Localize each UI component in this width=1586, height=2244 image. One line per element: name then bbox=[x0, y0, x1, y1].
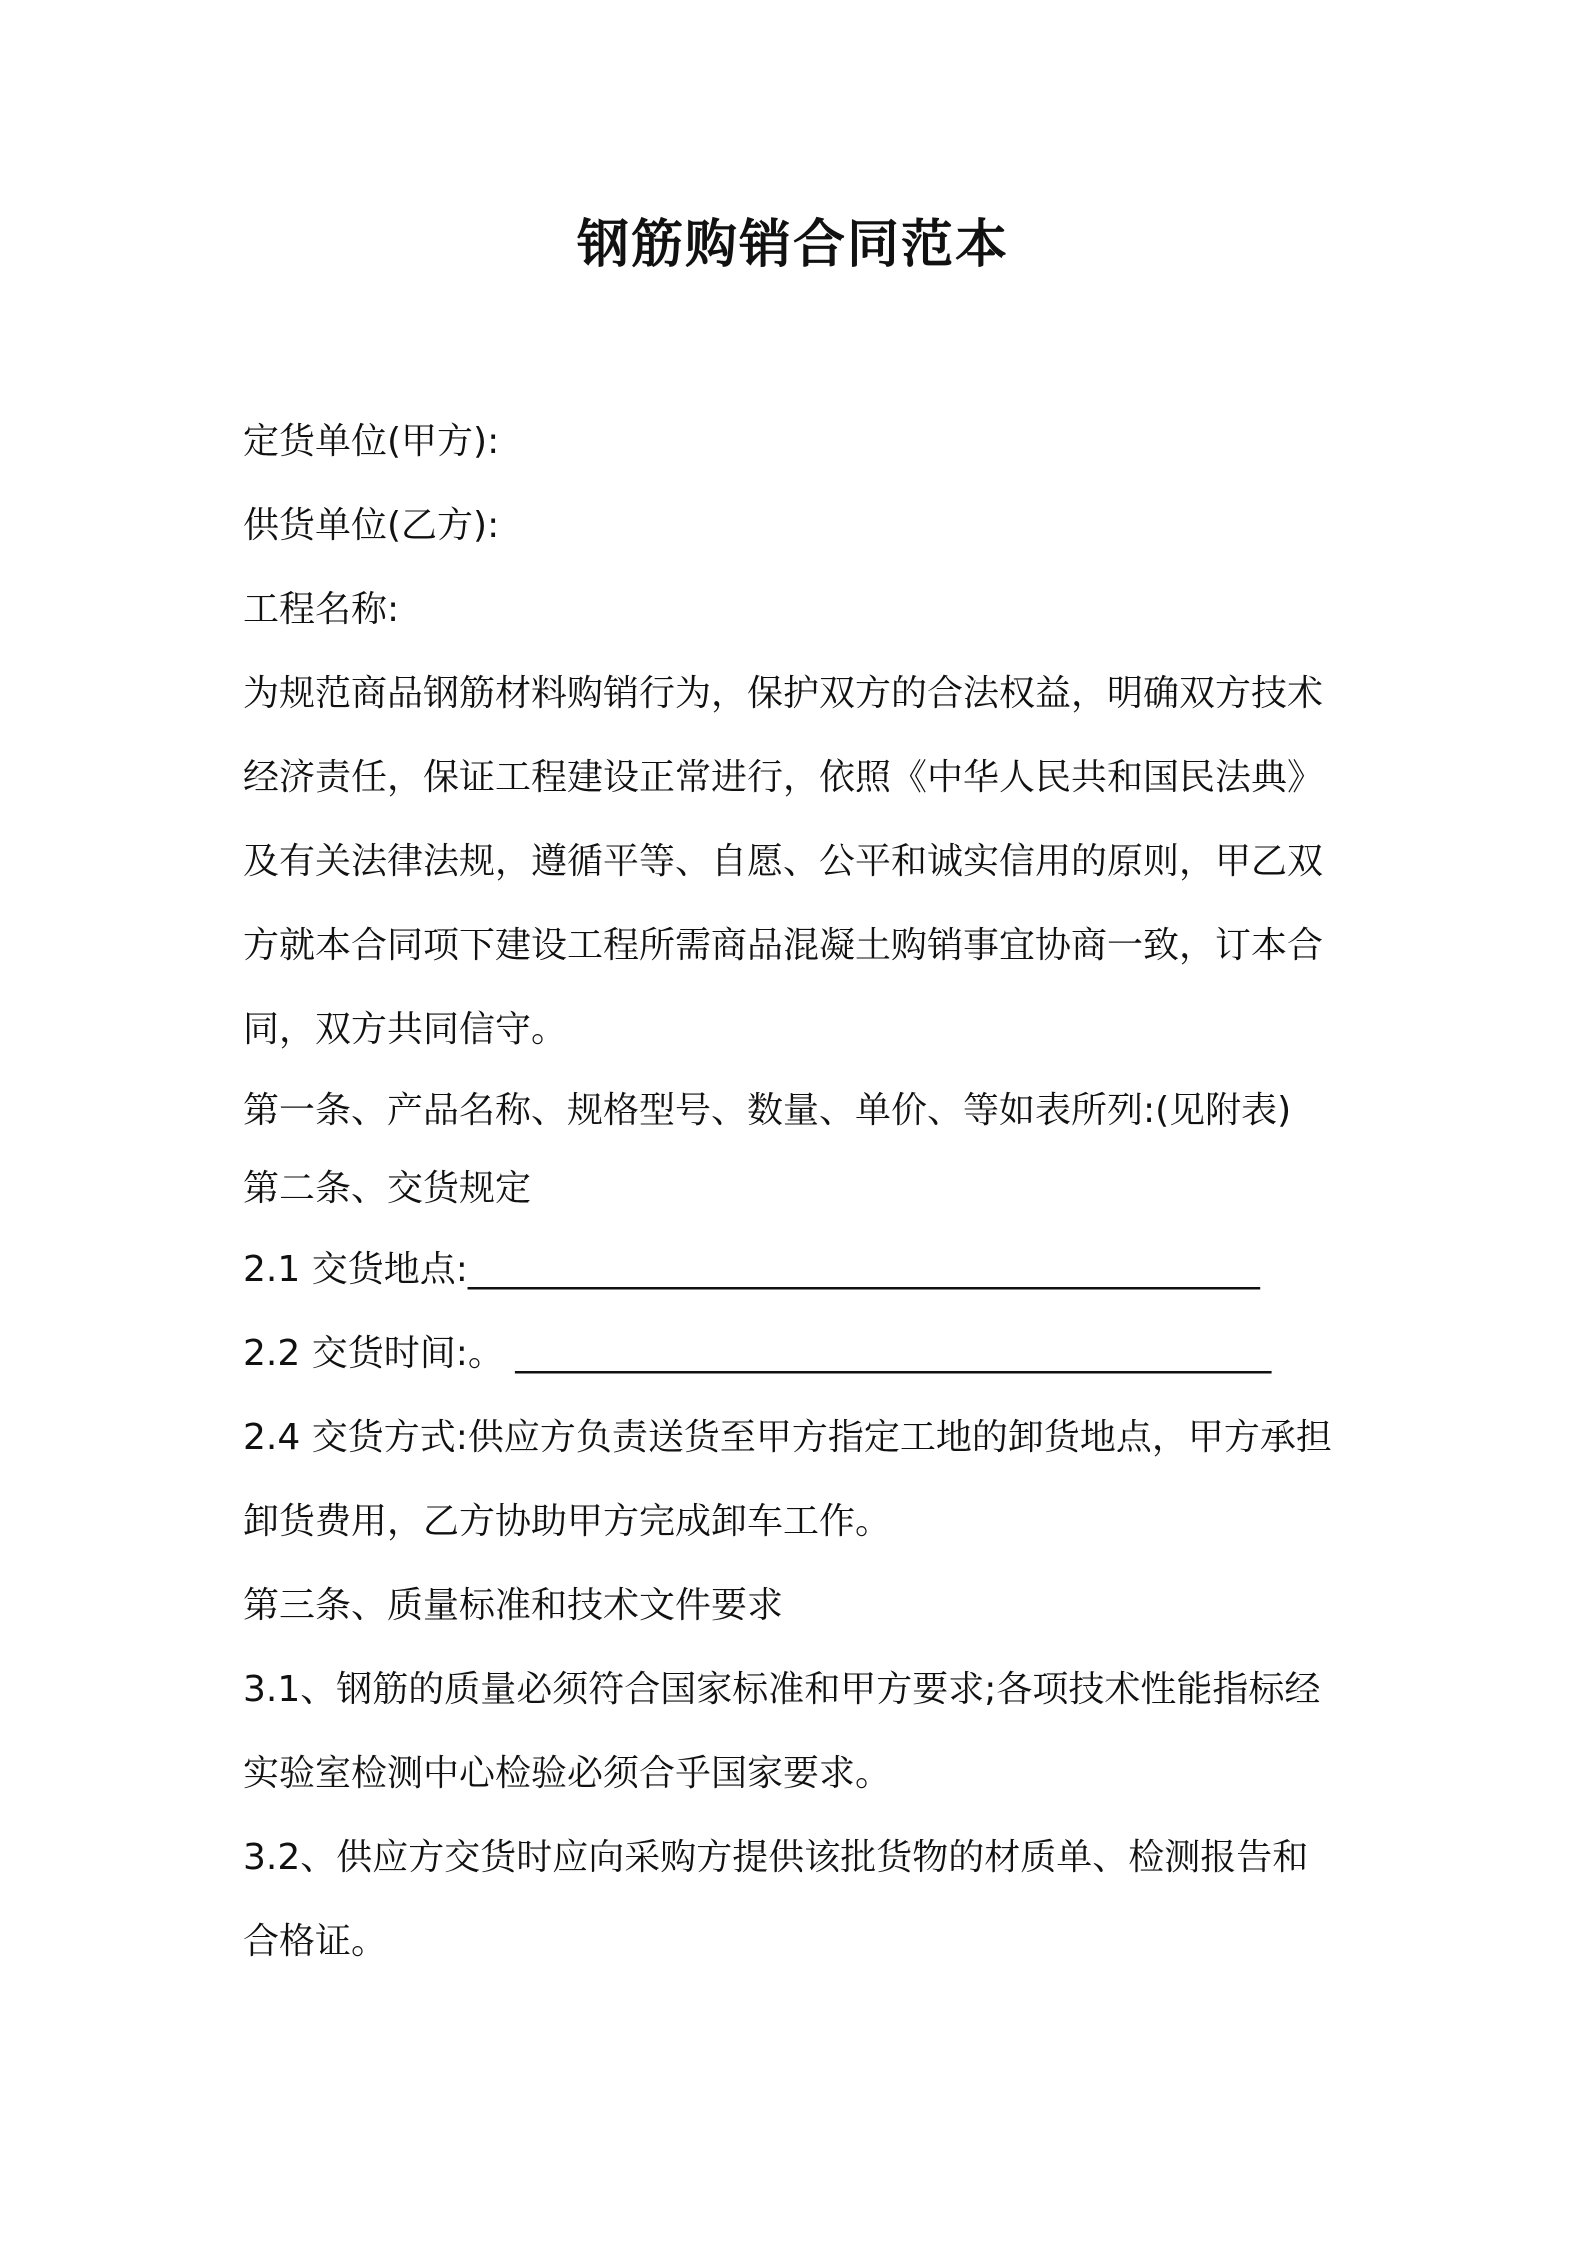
article-2-heading: 第二条、交货规定 bbox=[243, 1168, 532, 1209]
article-1-heading: 第一条、产品名称、规格型号、数量、单价、等如表所列:(见附表) bbox=[243, 1090, 1292, 1131]
clause-3-2-line-2: 合格证。 bbox=[243, 1921, 388, 1962]
article-3-heading: 第三条、质量标准和技术文件要求 bbox=[243, 1585, 784, 1626]
clause-2-4-line-2: 卸货费用，乙方协助甲方完成卸车工作。 bbox=[243, 1501, 892, 1542]
document-body bbox=[243, 400, 1353, 1984]
clause-2-4-line-1: 2.4 交货方式:供应方负责送货至甲方指定工地的卸货地点，甲方承担 bbox=[243, 1417, 1332, 1458]
preamble-line-2: 经济责任，保证工程建设正常进行，依照《中华人民共和国民法典》 bbox=[243, 757, 1324, 798]
document-title: 钢筋购销合同范本 bbox=[576, 215, 1009, 275]
clause-3-1-line-1: 3.1、钢筋的质量必须符合国家标准和甲方要求;各项技术性能指标经 bbox=[243, 1669, 1321, 1710]
clause-2-2: 2.2 交货时间:。 __________________________________________ bbox=[243, 1333, 1272, 1374]
clause-3-1-line-2: 实验室检测中心检验必须合乎国家要求。 bbox=[243, 1753, 892, 1794]
party-a-line: 定货单位(甲方): bbox=[243, 421, 500, 462]
clause-2-1: 2.1 交货地点:____________________________________________ bbox=[243, 1249, 1260, 1290]
project-name-line: 工程名称: bbox=[243, 589, 400, 630]
preamble-line-4: 方就本合同项下建设工程所需商品混凝土购销事宜协商一致，订本合 bbox=[243, 925, 1324, 966]
preamble-line-3: 及有关法律法规，遵循平等、自愿、公平和诚实信用的原则，甲乙双 bbox=[243, 841, 1324, 882]
preamble-line-1: 为规范商品钢筋材料购销行为，保护双方的合法权益，明确双方技术 bbox=[243, 673, 1324, 714]
clause-3-2-line-1: 3.2、供应方交货时应向采购方提供该批货物的材质单、检测报告和 bbox=[243, 1837, 1309, 1878]
party-b-line: 供货单位(乙方): bbox=[243, 505, 500, 546]
preamble-line-5: 同，双方共同信守。 bbox=[243, 1009, 568, 1050]
